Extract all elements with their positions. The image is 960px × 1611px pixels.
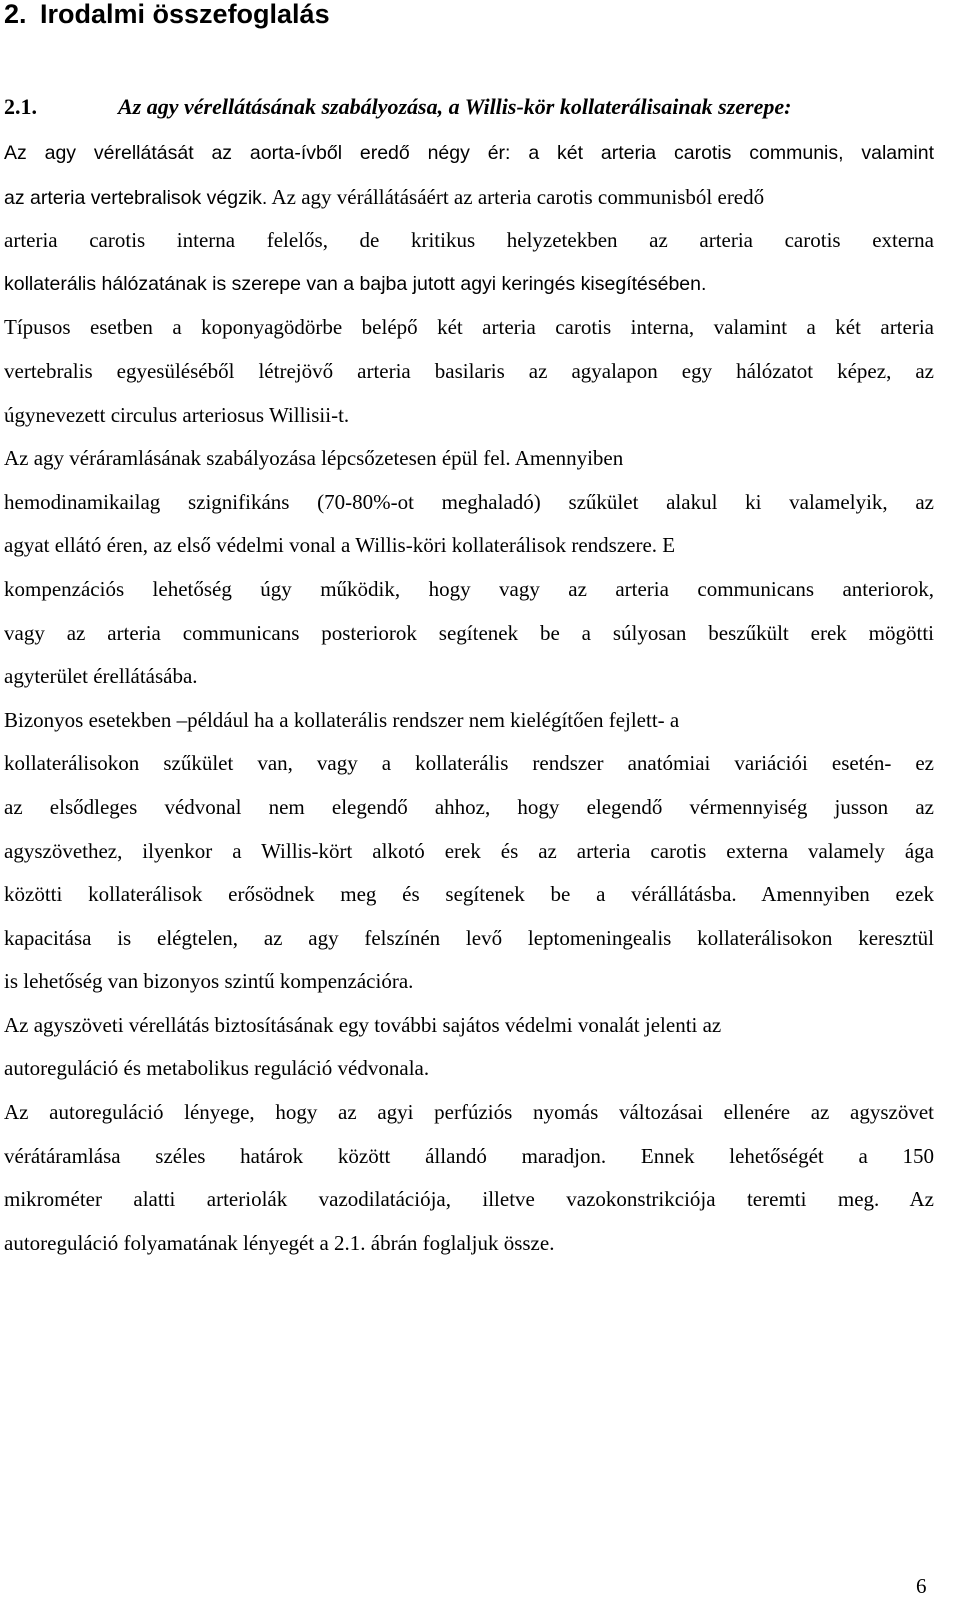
text-line: úgynevezett circulus arteriosus Willisii-t.	[4, 402, 350, 427]
section-number: 2.1.	[4, 94, 37, 119]
text-line: hemodinamikailag szignifikáns (70-80%-ot meghaladó) szűkület alakul ki valamelyik, az	[4, 489, 934, 514]
text-line: Típusos esetben a koponyagödörbe belépő két arteria carotis interna, valamint a két arteria	[4, 315, 934, 340]
text-line: Az agy vérellátását az aorta-ívből eredő négy ér: a két arteria carotis communis, valamint	[4, 142, 934, 164]
text-line: Az autoreguláció lényege, hogy az agyi perfúziós nyomás változásai ellenére az agyszövet	[4, 1100, 934, 1125]
text-line: az elsődleges védvonal nem elegendő ahhoz, hogy elegendő vérmennyiség jusson az	[4, 794, 934, 819]
text-line: kollaterális hálózatának is szerepe van a bajba jutott agyi keringés kisegítésében.	[4, 272, 707, 295]
section-heading	[4, 92, 791, 122]
text-line: agyszövethez, ilyenkor a Willis-kört alkotó erek és az arteria carotis externa valamely ága	[4, 838, 934, 863]
text-segment: az arteria vertebralisok végzik.	[4, 186, 268, 209]
text-line: Az agy véráramlásának szabályozása lépcsőzetesen épül fel. Amennyiben	[4, 446, 624, 471]
text-line: mikrométer alatti arteriolák vazodilatációja, illetve vazokonstrikciója teremti meg. Az	[4, 1187, 934, 1212]
text-line	[4, 176, 934, 220]
text-line: autoreguláció és metabolikus reguláció védvonala.	[4, 1056, 430, 1081]
text-line: is lehetőség van bizonyos szintű kompenzációra.	[4, 969, 414, 994]
text-line: arteria carotis interna felelős, de kritikus helyzetekben az arteria carotis externa	[4, 228, 934, 253]
text-segment: Az agy vérállátásáért az arteria carotis communisból eredő	[271, 184, 765, 209]
chapter-title: Irodalmi összefoglalás	[40, 0, 330, 29]
section-title: Az agy vérellátásának szabályozása, a Willis-kör kollaterálisainak szerepe:	[118, 94, 792, 119]
chapter-number: 2.	[4, 0, 27, 29]
body-text	[4, 132, 934, 1265]
text-line: közötti kollaterálisok erősödnek meg és segítenek be a vérállátásba. Amennyiben ezek	[4, 882, 934, 907]
page-number: 6	[916, 1574, 927, 1598]
text-line: kapacitása is elégtelen, az agy felszínén levő leptomeningealis kollaterálisokon keresztül	[4, 925, 934, 950]
text-line: Bizonyos esetekben –például ha a kollaterális rendszer nem kielégítően fejlett- a	[4, 707, 680, 732]
text-line: agyat ellátó éren, az első védelmi vonal a Willis-köri kollaterálisok rendszere. E	[4, 533, 676, 558]
text-line: kompenzációs lehetőség úgy működik, hogy vagy az arteria communicans anteriorok,	[4, 576, 934, 601]
text-line: vertebralis egyesüléséből létrejövő arteria basilaris az agyalapon egy hálózatot képez, az	[4, 358, 934, 383]
text-line: vagy az arteria communicans posteriorok segítenek be a súlyosan beszűkült erek mögötti	[4, 620, 934, 645]
text-line: kollaterálisokon szűkület van, vagy a kollaterális rendszer anatómiai variációi esetén- ez	[4, 751, 934, 776]
chapter-heading	[4, 0, 330, 34]
text-line: autoreguláció folyamatának lényegét a 2.1. ábrán foglaljuk össze.	[4, 1230, 555, 1255]
text-line: Az agyszöveti vérellátás biztosításának egy további sajátos védelmi vonalát jelenti az	[4, 1012, 722, 1037]
text-line: vérátáramlása széles határok között állandó maradjon. Ennek lehetőségét a 150	[4, 1143, 934, 1168]
text-line: agyterület érellátásába.	[4, 664, 198, 689]
